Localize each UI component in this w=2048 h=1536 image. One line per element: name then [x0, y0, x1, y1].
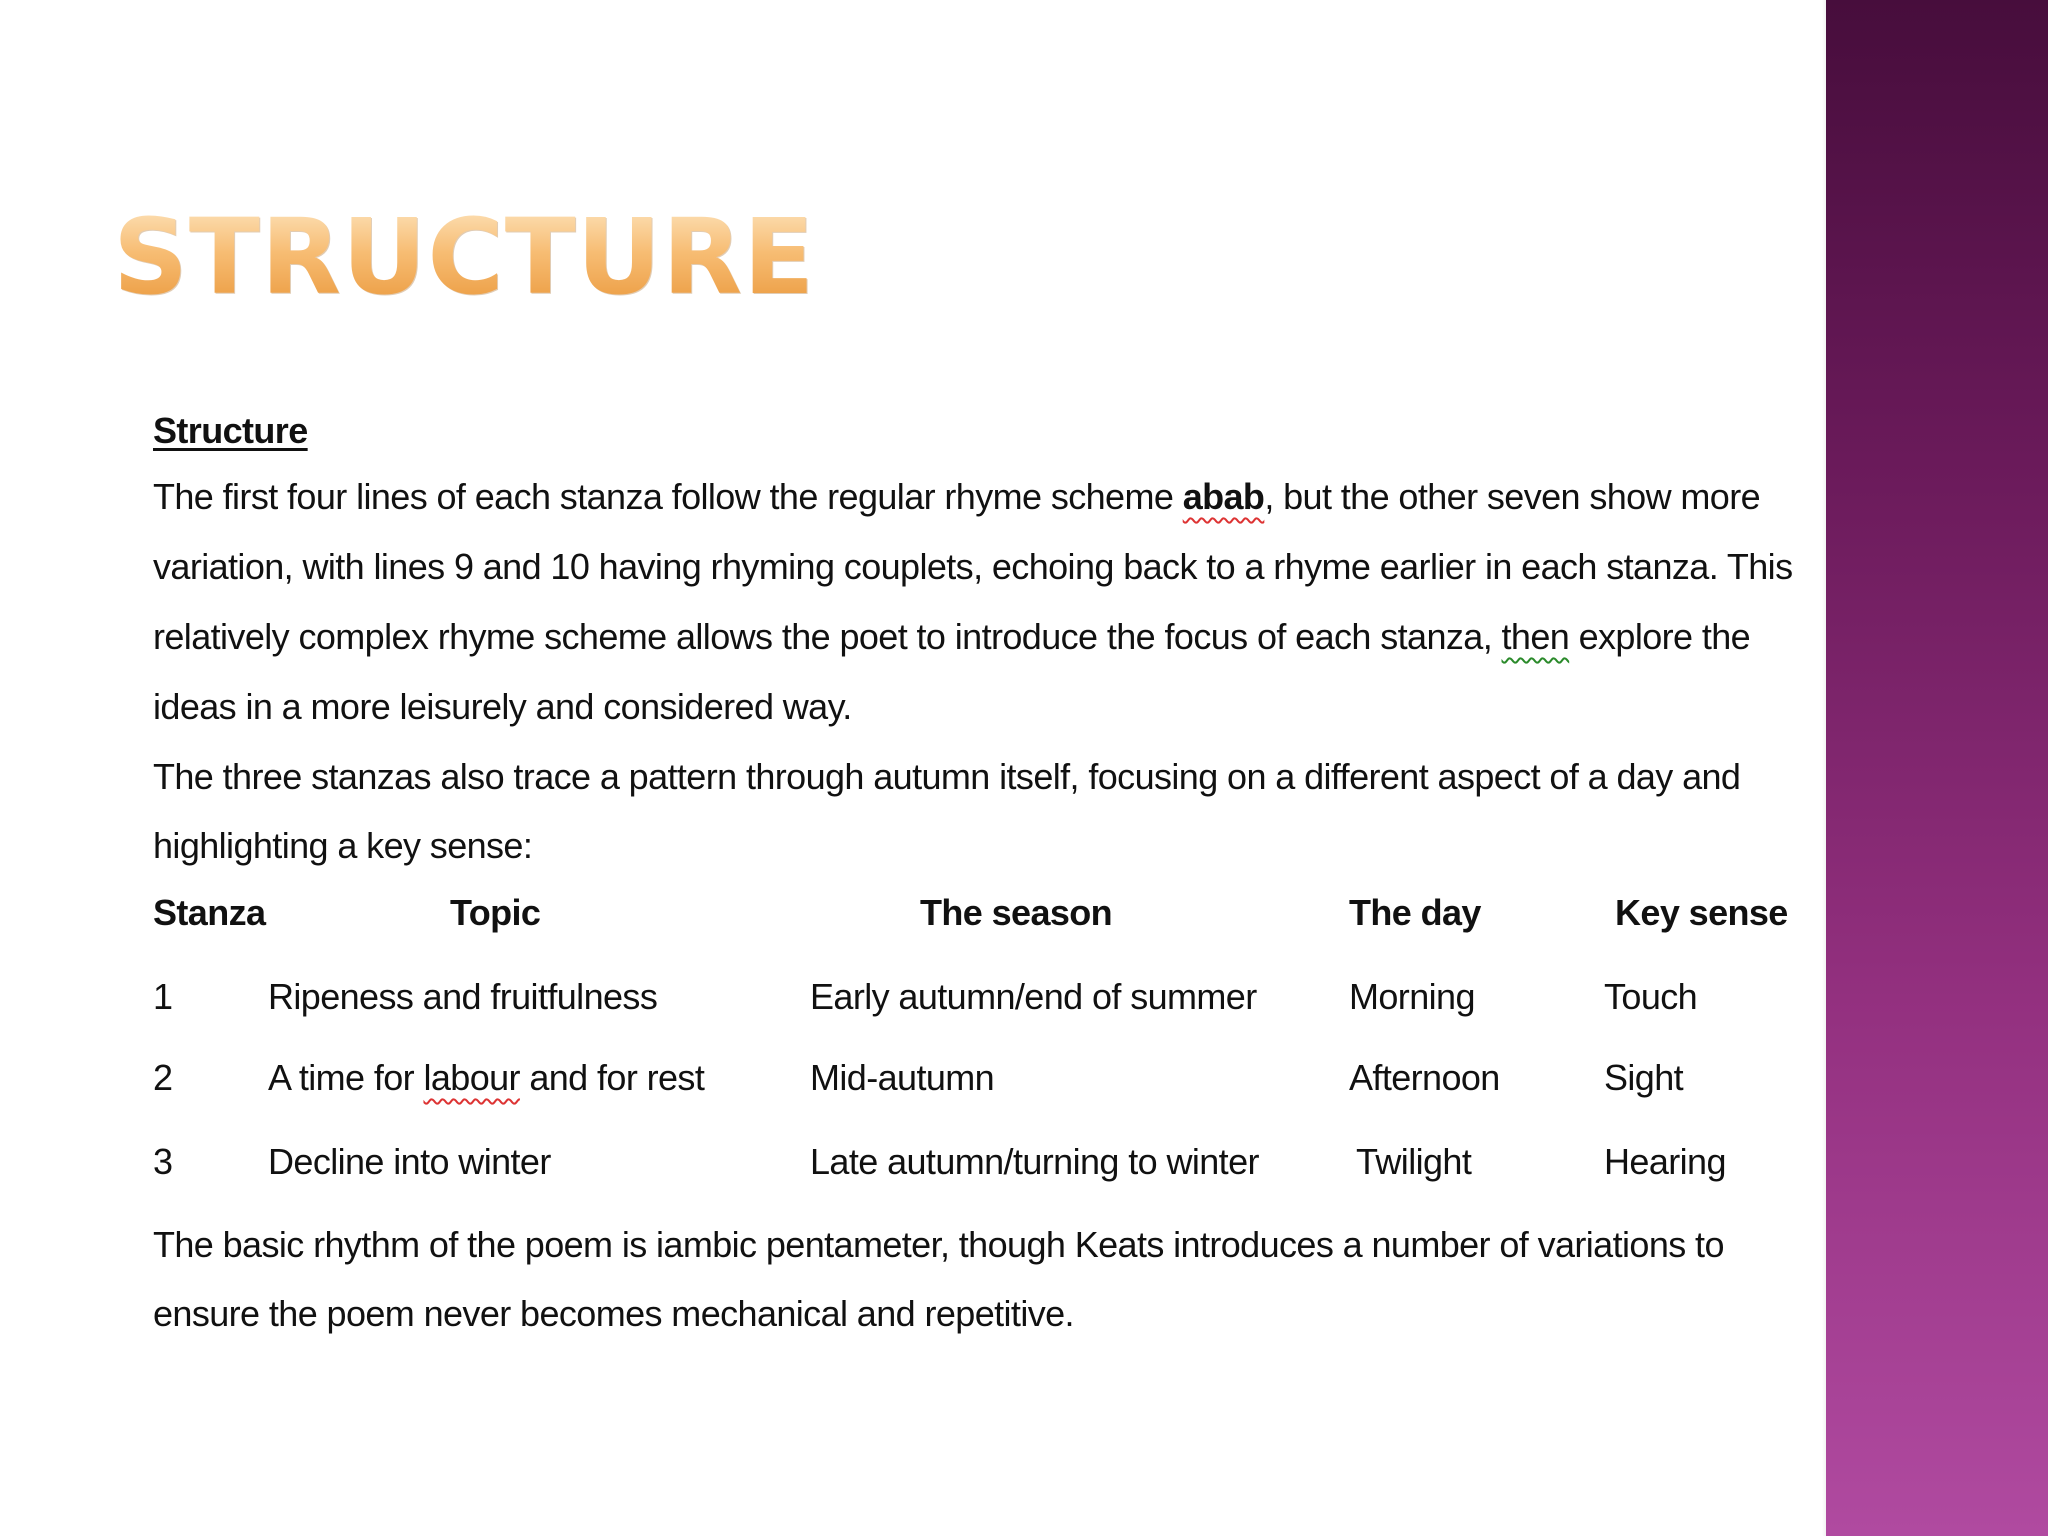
decorative-sidebar: [1826, 0, 2048, 1536]
para1-text-start: The first four lines of each stanza follow the regular rhyme scheme: [153, 476, 1183, 517]
row3-stanza: 3: [153, 1141, 173, 1182]
row2-day: Afternoon: [1349, 1057, 1500, 1098]
row3-season: Late autumn/turning to winter: [810, 1141, 1259, 1182]
grammar-flagged-word: then: [1501, 616, 1570, 657]
header-stanza: Stanza: [153, 892, 266, 933]
rhyme-scheme-keyword: abab: [1182, 476, 1265, 517]
stanza-table: [153, 882, 1813, 1212]
row2-key-sense: Sight: [1604, 1057, 1684, 1098]
row1-day: Morning: [1349, 976, 1475, 1017]
row2-stanza: 2: [153, 1057, 173, 1098]
row3-topic: Decline into winter: [268, 1141, 551, 1182]
header-season: The season: [920, 892, 1113, 933]
header-topic: Topic: [450, 892, 541, 933]
header-key-sense: Key sense: [1615, 892, 1788, 933]
row2-topic-end: and for rest: [519, 1057, 705, 1098]
row1-key-sense: Touch: [1604, 976, 1698, 1017]
slide-title: STRUCTURE: [113, 196, 816, 318]
row2-topic-start: A time for: [268, 1057, 424, 1098]
spelling-flagged-word: labour: [423, 1057, 520, 1098]
row1-stanza: 1: [153, 976, 173, 1017]
header-day: The day: [1349, 892, 1481, 933]
pattern-paragraph: The three stanzas also trace a pattern through autumn itself, focusing on a different aspect of a day and highlighting a key sense:: [153, 756, 1741, 866]
row3-day: Twilight: [1356, 1141, 1472, 1182]
row3-key-sense: Hearing: [1604, 1141, 1726, 1182]
para1-text-end: explore the ideas in a more leisurely and considered way.: [153, 616, 1751, 727]
row1-season: Early autumn/end of summer: [810, 976, 1257, 1017]
rhythm-paragraph: The basic rhythm of the poem is iambic pentameter, though Keats introduces a number of variations to ensure the poem never becomes mechanical and repetitive.: [153, 1224, 1724, 1334]
section-heading: Structure: [153, 410, 308, 451]
row1-topic: Ripeness and fruitfulness: [268, 976, 658, 1017]
row2-topic: [268, 1057, 704, 1099]
rhyme-scheme-paragraph: [153, 462, 1813, 742]
row2-season: Mid-autumn: [810, 1057, 995, 1098]
para1-text-middle: , but the other seven show more variation, with lines 9 and 10 having rhyming couplets, echoing back to a rhyme earlier in each stanza. This relatively complex rhyme scheme allows the poet to introduce the focus of each stanza,: [153, 476, 1793, 657]
content-block: [153, 400, 1813, 1348]
